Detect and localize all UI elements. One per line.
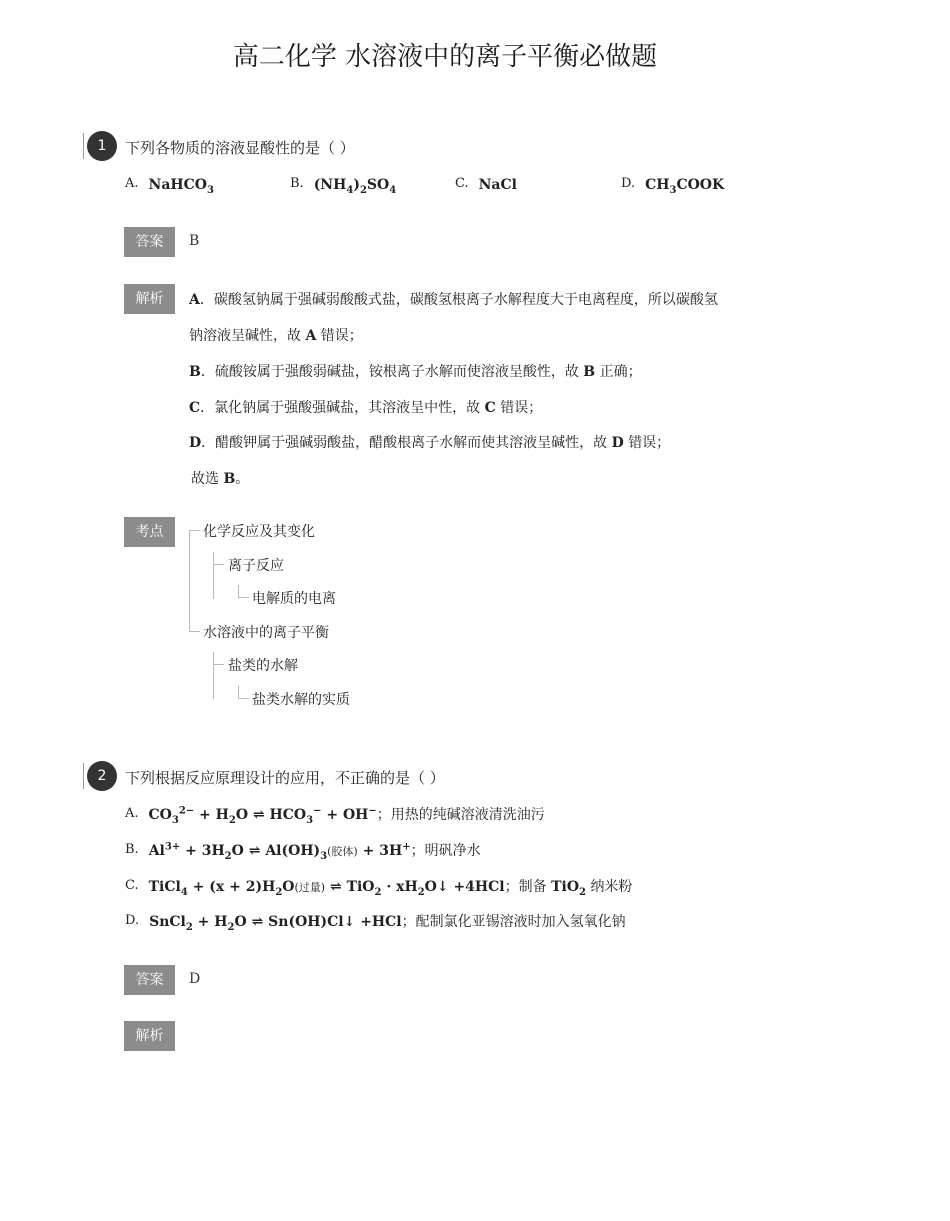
knowledge-node-root: 化学反应及其变化 bbox=[203, 524, 315, 540]
option-d-formula: $CH_3COOK$ bbox=[645, 177, 725, 196]
tree-line bbox=[213, 664, 224, 665]
option-c[interactable]: C. TiCl$_4$ + $(x + 2)H_2O$(过量) ⇌ $TiO_2 \cdot xH_2O↓ +4HCl$；制备 TiO$_2$ 纳米粉 bbox=[125, 878, 633, 898]
answer-tag: 答案 bbox=[124, 227, 175, 257]
question-text: 下列根据反应原理设计的应用，不正确的是（ ） bbox=[125, 769, 445, 787]
tree-line bbox=[238, 686, 239, 698]
tree-line bbox=[189, 530, 190, 631]
option-c[interactable]: C. NaCl bbox=[455, 176, 517, 193]
option-d[interactable]: D. $CH_3COOK$ bbox=[621, 176, 725, 196]
option-b-equation: $Al^{3+} + 3H_2O$ ⇌ $Al(OH)_3$(胶体) + 3H+ bbox=[148, 841, 411, 862]
option-b[interactable]: B. $Al^{3+} + 3H_2O$ ⇌ $Al(OH)_3$(胶体) + 3H+；明矾净水 bbox=[125, 841, 481, 862]
knowledge-point-tag: 考点 bbox=[124, 517, 175, 547]
tree-line bbox=[238, 597, 249, 598]
analysis-tag: 解析 bbox=[124, 284, 175, 314]
answer-value: D bbox=[189, 971, 201, 987]
question-number-badge: 2 bbox=[87, 761, 117, 791]
option-c-formula: NaCl bbox=[478, 177, 517, 193]
analysis-line-a-cont: 钠溶液呈碱性，故 A 错误； bbox=[189, 328, 363, 344]
tree-line bbox=[238, 585, 239, 597]
tree-line bbox=[213, 552, 214, 599]
option-b-formula: $(NH_4)_2SO_4$ bbox=[313, 177, 397, 196]
tree-line bbox=[189, 631, 200, 632]
tree-line bbox=[238, 698, 249, 699]
page-title: 高二化学 水溶液中的离子平衡必做题 bbox=[232, 42, 658, 72]
answer-tag: 答案 bbox=[124, 965, 175, 995]
option-d-equation: SnCl$_2$ + $H_2O$ ⇌ Sn(OH)Cl↓ +HCl bbox=[149, 914, 402, 933]
tree-line bbox=[213, 564, 224, 565]
knowledge-node-leaf: 盐类水解的实质 bbox=[252, 692, 350, 708]
option-b[interactable]: B. $(NH_4)_2SO_4$ bbox=[290, 176, 397, 196]
knowledge-node-child: 离子反应 bbox=[228, 558, 284, 574]
option-a-formula: NaHCO$_3$ bbox=[148, 177, 214, 196]
analysis-tag: 解析 bbox=[124, 1021, 175, 1051]
analysis-line-b: B．硫酸铵属于强酸弱碱盐，铵根离子水解而使溶液呈酸性，故 B 正确； bbox=[189, 364, 642, 380]
tree-line bbox=[213, 652, 214, 699]
answer-value: B bbox=[189, 233, 200, 249]
option-a-equation: $CO_3^{2-} + H_2O$ ⇌ $HCO_3^- + OH^-$ bbox=[148, 805, 377, 826]
option-a[interactable]: A. $CO_3^{2-} + H_2O$ ⇌ $HCO_3^- + OH^-$；用热的纯碱溶液清洗油污 bbox=[125, 805, 545, 826]
question-number-badge: 1 bbox=[87, 131, 117, 161]
option-d[interactable]: D. SnCl$_2$ + $H_2O$ ⇌ Sn(OH)Cl↓ +HCl；配制氯化亚锡溶液时加入氢氧化钠 bbox=[125, 913, 626, 933]
option-a[interactable]: A. NaHCO$_3$ bbox=[125, 176, 214, 196]
question-text: 下列各物质的溶液显酸性的是（ ） bbox=[125, 139, 355, 157]
knowledge-node-root: 水溶液中的离子平衡 bbox=[203, 625, 329, 641]
knowledge-node-child: 盐类的水解 bbox=[228, 658, 298, 674]
analysis-line-a: A．碳酸氢钠属于强碱弱酸酸式盐，碳酸氢根离子水解程度大于电离程度，所以碳酸氢 bbox=[189, 292, 718, 308]
tree-line bbox=[189, 530, 200, 531]
analysis-conclusion: 故选 B。 bbox=[191, 471, 250, 487]
analysis-line-c: C．氯化钠属于强酸强碱盐，其溶液呈中性，故 C 错误； bbox=[189, 400, 543, 416]
analysis-line-d: D．醋酸钾属于强碱弱酸盐，醋酸根离子水解而使其溶液呈碱性，故 D 错误； bbox=[189, 435, 671, 451]
knowledge-node-leaf: 电解质的电离 bbox=[252, 591, 336, 607]
option-c-equation: TiCl$_4$ + $(x + 2)H_2O$(过量) ⇌ $TiO_2 \cdot xH_2O↓ +4HCl$ bbox=[148, 879, 505, 898]
